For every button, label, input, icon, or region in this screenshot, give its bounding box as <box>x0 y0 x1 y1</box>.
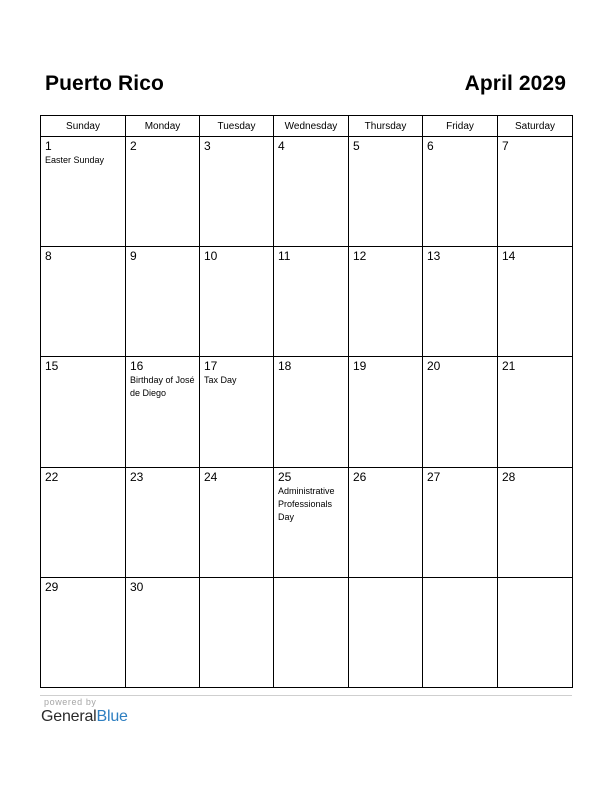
day-cell <box>41 247 126 357</box>
day-cell <box>349 357 423 467</box>
day-cell <box>349 577 423 687</box>
day-cell <box>200 467 274 577</box>
weekday-thursday: Thursday <box>349 116 423 137</box>
day-number: 9 <box>130 249 137 264</box>
day-number: 3 <box>204 139 211 153</box>
day-number: 25 <box>278 469 292 484</box>
day-number: 15 <box>45 359 59 374</box>
day-cell <box>41 357 126 467</box>
day-cell <box>423 467 498 577</box>
footer-divider <box>40 695 572 696</box>
weekday-header-row <box>41 116 573 137</box>
day-number: 22 <box>45 469 59 484</box>
day-cell <box>498 357 573 467</box>
day-number: 11 <box>278 249 291 264</box>
day-number: 17 <box>204 359 218 374</box>
day-cell <box>349 467 423 577</box>
week-row <box>41 577 573 687</box>
day-cell <box>274 137 349 247</box>
calendar-grid <box>40 115 573 688</box>
day-cell <box>349 137 423 247</box>
country-title: Puerto Rico <box>45 72 164 95</box>
day-number: 8 <box>45 249 52 264</box>
day-cell <box>498 137 573 247</box>
day-cell <box>41 137 126 247</box>
powered-by-label: powered by <box>44 697 97 707</box>
day-number: 14 <box>502 249 516 264</box>
day-cell <box>200 247 274 357</box>
day-cell <box>423 357 498 467</box>
day-cell <box>200 577 274 687</box>
day-number: 28 <box>502 469 516 484</box>
weekday-sunday: Sunday <box>41 116 126 137</box>
week-row <box>41 467 573 577</box>
day-cell <box>498 577 573 687</box>
brand-logo <box>41 708 128 726</box>
day-cell <box>126 467 200 577</box>
day-cell <box>274 247 349 357</box>
week-row <box>41 357 573 467</box>
holiday-label: Easter Sunday <box>45 155 105 165</box>
month-year-title: April 2029 <box>464 72 566 95</box>
day-number: 6 <box>427 139 434 153</box>
day-number: 5 <box>353 139 360 153</box>
day-number: 27 <box>427 469 441 484</box>
day-number: 19 <box>353 359 367 374</box>
day-number: 7 <box>502 139 509 153</box>
day-number: 21 <box>502 359 516 374</box>
day-cell <box>200 137 274 247</box>
day-cell <box>41 467 126 577</box>
day-cell <box>349 247 423 357</box>
day-number: 29 <box>45 579 59 594</box>
weekday-friday: Friday <box>423 116 498 137</box>
day-cell <box>200 357 274 467</box>
day-cell <box>423 247 498 357</box>
weekday-tuesday: Tuesday <box>200 116 274 137</box>
day-number: 23 <box>130 469 144 484</box>
day-cell <box>126 247 200 357</box>
day-number: 30 <box>130 579 144 594</box>
day-number: 2 <box>130 139 137 153</box>
day-number: 12 <box>353 249 367 264</box>
day-number: 24 <box>204 469 218 484</box>
week-row <box>41 247 573 357</box>
day-number: 10 <box>204 249 218 264</box>
weekday-saturday: Saturday <box>498 116 573 137</box>
day-cell <box>498 247 573 357</box>
holiday-label: Birthday of José de Diego <box>130 375 195 399</box>
day-cell <box>423 577 498 687</box>
brand-name-part2: Blue <box>96 708 128 725</box>
holiday-label: Administrative Professionals Day <box>278 485 335 522</box>
holiday-label: Tax Day <box>204 375 237 386</box>
day-number: 20 <box>427 359 441 374</box>
brand-name-part1: General <box>41 708 97 725</box>
day-number: 13 <box>427 249 441 264</box>
day-number: 1 <box>45 139 52 153</box>
day-cell <box>126 577 200 687</box>
day-cell <box>41 577 126 687</box>
day-cell <box>126 357 200 467</box>
day-cell <box>423 137 498 247</box>
day-cell <box>126 137 200 247</box>
day-cell <box>274 467 349 577</box>
day-number: 18 <box>278 359 292 374</box>
day-cell <box>274 357 349 467</box>
day-number: 26 <box>353 469 367 484</box>
weekday-wednesday: Wednesday <box>274 116 349 137</box>
day-number: 16 <box>130 359 144 374</box>
day-cell <box>498 467 573 577</box>
day-cell <box>274 577 349 687</box>
weekday-monday: Monday <box>126 116 200 137</box>
day-number: 4 <box>278 139 285 153</box>
week-row <box>41 137 573 247</box>
